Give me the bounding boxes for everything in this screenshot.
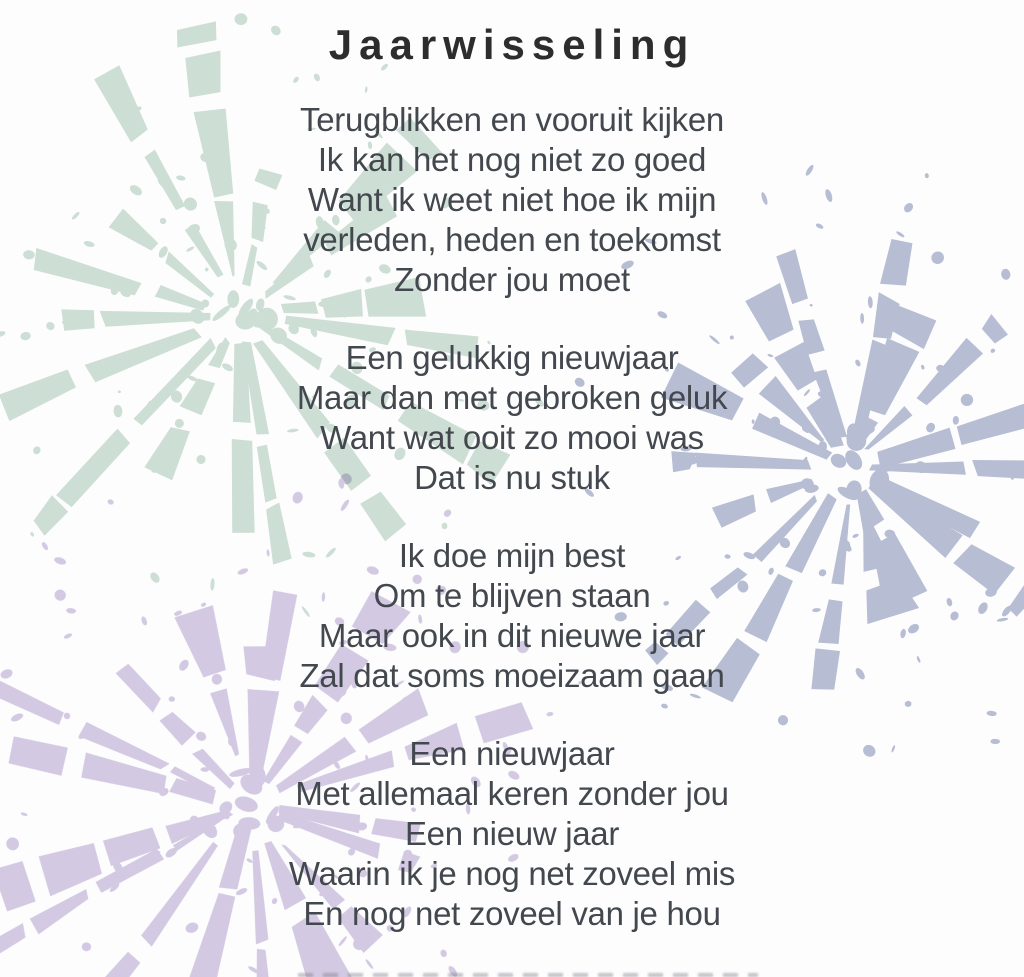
stanza-4 [0, 734, 1024, 934]
stanza-1 [0, 100, 1024, 300]
poem-title: Jaarwisseling [328, 21, 696, 68]
poem-line: Maar ook in dit nieuwe jaar [318, 617, 706, 654]
poem-line: Een gelukkig nieuwjaar [345, 339, 679, 376]
poem-line: Ik kan het nog niet zo goed [317, 141, 707, 178]
poem-line: Dat is nu stuk [414, 459, 610, 496]
poem-line: Een nieuw jaar [404, 815, 620, 852]
poem-line: verleden, heden en toekomst [303, 221, 721, 258]
poem-line: Waarin ik je nog net zoveel mis [288, 855, 736, 892]
stanza-2 [0, 338, 1024, 498]
poem-line: Om te blijven staan [373, 577, 651, 614]
stanza-3 [0, 536, 1024, 696]
poem-line: Met allemaal keren zonder jou [295, 775, 729, 812]
poem-line: Want wat ooit zo mooi was [320, 419, 704, 456]
poem-line: En nog net zoveel van je hou [303, 895, 721, 932]
poem-line: Want ik weet niet hoe ik mijn [307, 181, 717, 218]
cutoff-text-line [298, 973, 758, 977]
poem-line: Terugblikken en vooruit kijken [300, 101, 724, 138]
poem-line: Maar dan met gebroken geluk [296, 379, 728, 416]
poem-line: Zonder jou moet [394, 261, 630, 298]
poem-line: Ik doe mijn best [398, 537, 626, 574]
poem-line: Een nieuwjaar [409, 735, 615, 772]
poem-line: Zal dat soms moeizaam gaan [299, 657, 725, 694]
